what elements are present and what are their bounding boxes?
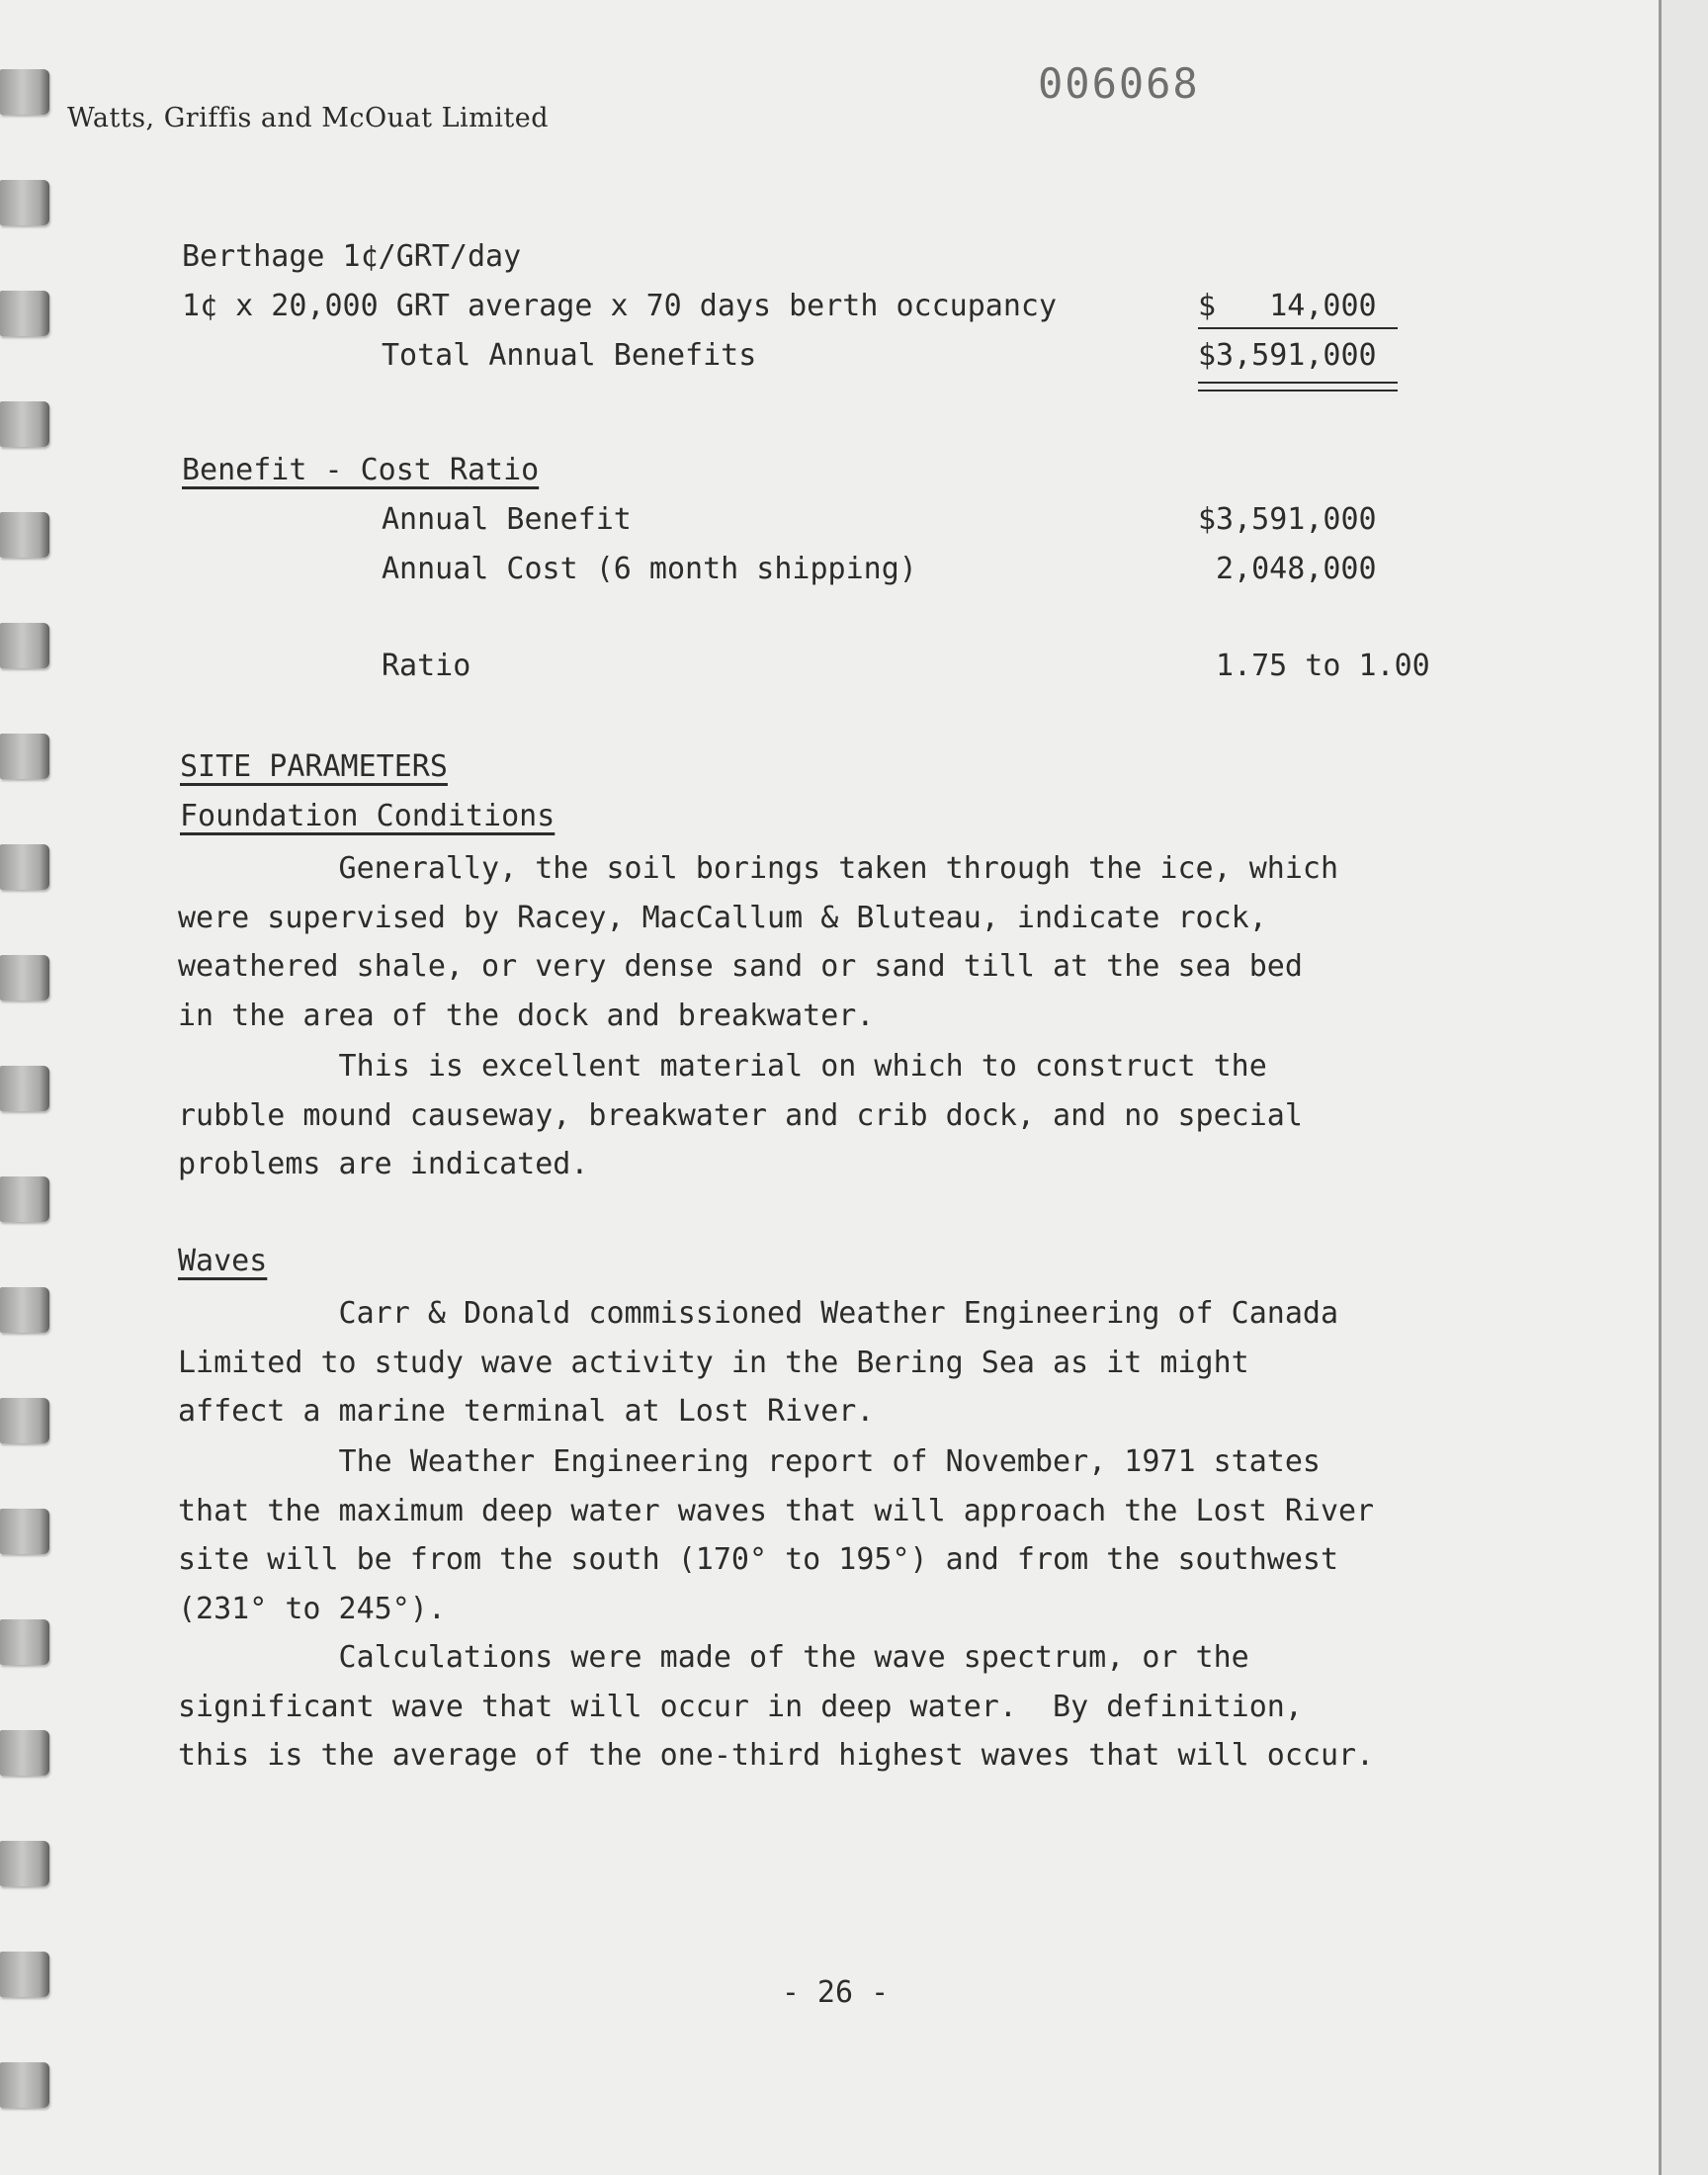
site-parameters-heading: SITE PARAMETERS [180,749,448,784]
text-line: were supervised by Racey, MacCallum & Bluteau, indicate rock, [178,900,1267,935]
binding-ring [0,1176,49,1222]
binding-ring [0,1619,49,1665]
binding-ring [0,291,49,336]
foundation-paragraph-1 [178,844,1562,1040]
binding-ring [0,69,49,115]
waves-paragraph-3 [178,1633,1562,1781]
document-stamp-number: 006068 [1038,59,1200,108]
benefit-cost-heading: Benefit - Cost Ratio [182,453,540,487]
foundation-paragraph-2 [178,1042,1562,1189]
company-letterhead: Watts, Griffis and McOuat Limited [67,103,549,133]
waves-paragraph-2 [178,1437,1562,1633]
text-line: problems are indicated. [178,1147,589,1181]
binding-ring [0,623,49,668]
binding-ring [0,1841,49,1886]
text-line: This is excellent material on which to construct the [178,1049,1267,1084]
text-line: site will be from the south (170° to 195°) and from the southwest [178,1542,1338,1577]
text-line: this is the average of the one-third highest waves that will occur. [178,1738,1375,1773]
amount-underline [1198,327,1398,329]
foundation-conditions-heading: Foundation Conditions [180,799,555,833]
total-benefits-label: Total Annual Benefits [382,338,757,373]
page-edge [1659,0,1708,2175]
binding-ring [0,180,49,225]
annual-benefit-value: $3,591,000 [1198,502,1377,537]
text-line: Limited to study wave activity in the Bering Sea as it might [178,1345,1249,1380]
spiral-binding [0,0,59,2175]
binding-ring [0,734,49,779]
berthage-heading: Berthage 1¢/GRT/day [182,239,522,274]
waves-heading: Waves [178,1244,268,1278]
binding-ring [0,401,49,447]
text-line: (231° to 245°). [178,1591,446,1626]
text-line: The Weather Engineering report of November, 1971 states [178,1444,1321,1479]
ratio-label: Ratio [382,649,471,683]
text-line: rubble mound causeway, breakwater and crib dock, and no special [178,1097,1303,1133]
page-number: - 26 - [781,1975,890,2010]
ratio-value: 1.75 to 1.00 [1216,649,1430,683]
total-double-underline [1198,382,1398,384]
text-line: affect a marine terminal at Lost River. [178,1394,875,1429]
binding-ring [0,512,49,558]
text-line: in the area of the dock and breakwater. [178,998,875,1033]
text-line: Calculations were made of the wave spectrum, or the [178,1640,1249,1675]
binding-ring [0,1066,49,1111]
annual-benefit-label: Annual Benefit [382,502,632,537]
annual-cost-value: 2,048,000 [1216,552,1377,586]
text-line: Generally, the soil borings taken through the ice, which [178,851,1338,886]
binding-ring [0,1287,49,1333]
text-line: significant wave that will occur in deep water. By definition, [178,1689,1303,1724]
binding-ring [0,1398,49,1443]
binding-ring [0,955,49,1000]
binding-ring [0,1509,49,1554]
binding-ring [0,844,49,890]
text-line: Carr & Donald commissioned Weather Engineering of Canada [178,1296,1338,1331]
binding-ring [0,2062,49,2108]
berthage-calc-amount: $ 14,000 [1198,289,1377,323]
total-benefits-amount: $3,591,000 [1198,338,1377,373]
berthage-calc-label: 1¢ x 20,000 GRT average x 70 days berth occupancy [182,289,1058,323]
text-line: that the maximum deep water waves that will approach the Lost River [178,1493,1375,1528]
binding-ring [0,1730,49,1776]
waves-paragraph-1 [178,1289,1562,1436]
total-double-underline [1198,390,1398,392]
annual-cost-label: Annual Cost (6 month shipping) [382,552,917,586]
text-line: weathered shale, or very dense sand or sand till at the sea bed [178,949,1303,984]
